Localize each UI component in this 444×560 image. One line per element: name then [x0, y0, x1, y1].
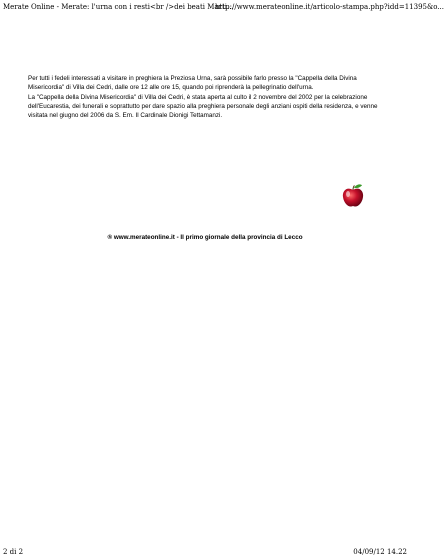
print-header-url: http://www.merateonline.it/articolo-stampa.php?idd=11395&o...: [215, 3, 444, 11]
apple-icon: [341, 183, 365, 209]
article-paragraph: Per tutti i fedeli interessati a visitare in preghiera la Preziosa Urna, sarà possibile farlo presso la "Cappella della Divina Misericordia" di Villa dei Cedri, dalle ore 12 alle ore 15, quando poi riprenderà la pellegrinatio dell'urna.: [28, 75, 357, 92]
footer-credit: ® www.merateonline.it - Il primo giornale della provincia di Lecco: [107, 234, 303, 241]
print-header-page-title: Merate Online - Merate: l'urna con i resti<br />dei beati Marti...: [3, 3, 234, 11]
article-paragraph: La "Cappella della Divina Misericordia" di Villa dei Cedri, è stata aperta al culto il 2 novembre del 2002 per la celebrazione dell'Eucarestia, dei funerali e soprattutto per dare spazio alla preghiera personale degli anziani ospiti della residenza, e venne visitata nel giugno del 2006 da S. Em. Il Cardinale Dionigi Tettamanzi.: [28, 93, 378, 120]
print-footer-page-number: 2 di 2: [3, 548, 24, 556]
article-body: [28, 74, 378, 120]
print-footer-timestamp: 04/09/12 14.22: [353, 548, 407, 556]
